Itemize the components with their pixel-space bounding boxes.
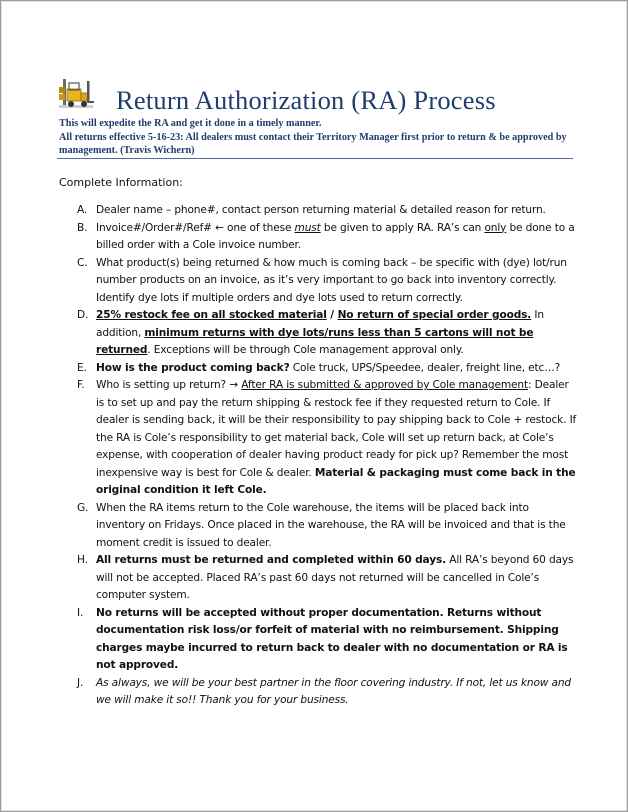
subtitle-line: This will expedite the RA and get it done in a timely manner.	[59, 118, 322, 129]
list-item-letter: I.	[77, 606, 84, 619]
list-item-text: Material & packaging must come back in the original condition it left Cole.	[96, 466, 576, 496]
list-item-letter: J.	[77, 676, 84, 689]
subtitle	[59, 117, 579, 158]
list-item	[59, 220, 579, 255]
list-item-letter: F.	[77, 379, 85, 391]
list-item-text: must	[294, 221, 321, 234]
list-item	[59, 605, 579, 675]
title-divider	[57, 158, 573, 159]
instructions-list	[59, 202, 579, 710]
list-item-text: No return of special order goods.	[337, 309, 532, 321]
list-item-text: As always, we will be your best partner in the floor covering industry. If not, let us know and we will make it so!! Thank you for your business.	[96, 676, 571, 706]
list-item-text: be given to apply RA. RA’s can	[320, 221, 485, 234]
list-item	[59, 675, 579, 710]
list-item	[59, 500, 579, 553]
list-item-text: When the RA items return to the Cole warehouse, the items will be placed back into inventory on Fridays. Once placed in the warehouse, the RA will be invoiced and that is the moment credit is issued to dealer.	[96, 501, 566, 549]
list-item	[59, 552, 579, 605]
list-item-text: /	[326, 309, 338, 321]
list-item	[59, 360, 579, 378]
list-item	[59, 202, 579, 220]
list-item	[59, 377, 579, 500]
list-item-letter: B.	[77, 221, 88, 234]
list-item-text: : Dealer is to set up and pay the return shipping & restock fee if they requested return to Cole. If dealer is sending back, it will be their responsibility to pay shipping back to Cole + restock. If the RA is Cole’s responsibility to get material back, Cole will set up return back, at Cole’s expense, with cooperation of dealer having product ready for pick up? Remember the most inexpensive way is best for Cole & dealer.	[96, 379, 577, 479]
list-item-text: Who is setting up return? →	[96, 379, 242, 391]
list-item	[59, 307, 579, 360]
list-item-text: What product(s) being returned & how much is coming back – be specific with (dye) lot/run number products on an invoice, as it’s very important to go back into inventory correctly. Identify dye lots if multiple orders and dye lots used to return correctly.	[96, 256, 567, 304]
list-item-letter: C.	[77, 256, 88, 269]
list-item-text: In addition,	[96, 309, 544, 339]
forklift-icon	[57, 75, 95, 111]
list-item-letter: H.	[77, 554, 88, 566]
list-item-text: . Exceptions will be through Cole management approval only.	[147, 344, 464, 356]
subtitle-line: All returns effective 5-16-23: All dealers must contact their Territory Manager first prior to return & be approved by management. (Travis Wichern)	[59, 131, 567, 156]
list-item-letter: E.	[77, 361, 87, 374]
list-item-text: How is the product coming back?	[96, 361, 290, 374]
list-item-text: All RA’s beyond 60 days will not be accepted. Placed RA’s past 60 days not returned will be cancelled in Cole’s computer system.	[96, 554, 574, 601]
page-title: Return Authorization (RA) Process	[116, 85, 496, 115]
list-item-letter: G.	[77, 501, 89, 514]
list-item-text: After RA is submitted & approved by Cole management	[241, 379, 528, 391]
list-item-text: No returns will be accepted without proper documentation. Returns without documentation risk loss/or forfeit of material with no reimbursement. Shipping charges maybe incurred to return back to dealer with no documentation or RA is not approved.	[96, 606, 568, 671]
list-item-text: Invoice#/Order#/Ref# ← one of these	[96, 221, 295, 234]
list-item-text: be done to a billed order with a Cole invoice number.	[96, 221, 575, 251]
list-item	[59, 255, 579, 308]
list-item-text: All returns must be returned and completed within 60 days.	[96, 554, 446, 566]
list-item-text: only	[484, 221, 507, 234]
list-item-text: Cole truck, UPS/Speedee, dealer, freight line, etc…?	[289, 361, 561, 374]
list-item-letter: D.	[77, 309, 89, 321]
section-label: Complete Information:	[59, 176, 183, 189]
list-item-text: 25% restock fee on all stocked material	[96, 309, 327, 321]
list-item-text: minimum returns with dye lots/runs less than 5 cartons will not be returned	[96, 326, 534, 356]
list-item-text: Dealer name – phone#, contact person returning material & detailed reason for return.	[96, 204, 546, 216]
list-item-letter: A.	[77, 204, 88, 216]
